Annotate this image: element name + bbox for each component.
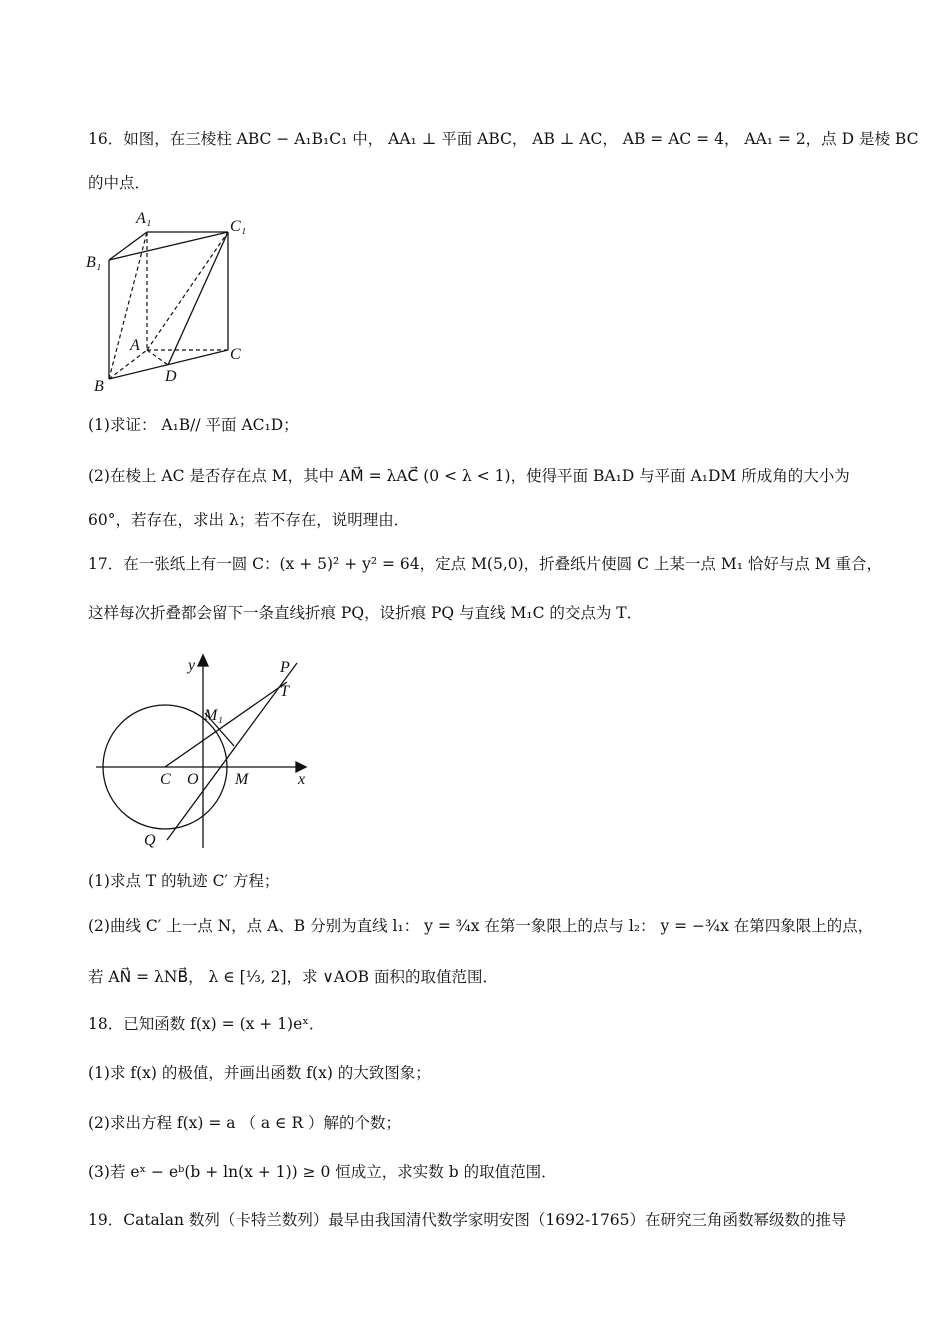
label-C: C [230,346,241,363]
p16-question2-line2: 60°，若存在，求出 λ；若不存在，说明理由． [88,511,410,529]
label-y: y [188,657,196,674]
p18-question1: (1)求 f(x) 的极值，并画出函数 f(x) 的大致图象； [88,1064,431,1082]
prism-figure [80,205,260,395]
circle-fold-figure [92,650,322,855]
label-M1: M₁ [204,707,223,724]
p17-stem-line1: 17．在一张纸上有一圆 C：(x + 5)² + y² = 64，定点 M(5,0)，折叠纸片使圆 C 上某一点 M₁ 恰好与点 M 重合， [88,555,883,573]
label-Q: Q [144,832,156,849]
label-C: C [160,771,171,788]
p16-stem-line1: 16．如图，在三棱柱 ABC − A₁B₁C₁ 中， AA₁ ⊥ 平面 ABC， AB ⊥ AC， AB = AC = 4， AA₁ = 2，点 D 是棱 BC [88,130,919,148]
p16-question1: (1)求证： A₁B// 平面 AC₁D； [88,416,299,434]
label-B: B [94,378,104,395]
label-C1: C₁ [230,218,247,235]
p17-question2-line2: 若 AN⃗ = λNB⃗， λ ∈ [⅓, 2]，求 ∨AOB 面积的取值范围． [88,968,498,986]
label-O: O [187,771,199,788]
label-M: M [235,771,249,788]
p16-stem-line2: 的中点． [88,174,151,192]
p19-stem: 19．Catalan 数列（卡特兰数列）最早由我国清代数学家明安图（1692-1765）在研究三角函数幂级数的推导 [88,1211,847,1229]
label-T: T [280,683,289,700]
label-A: A [130,337,140,354]
label-B1: B₁ [86,254,102,271]
label-D: D [165,368,177,385]
label-P: P [280,659,290,676]
p18-question2: (2)求出方程 f(x) = a （ a ∈ R ）解的个数； [88,1114,402,1132]
label-x: x [298,771,306,788]
p17-question2-line1: (2)曲线 C′ 上一点 N，点 A、B 分别为直线 l₁： y = ¾x 在第一象限上的点与 l₂： y = −¾x 在第四象限上的点， [88,917,874,935]
p16-question2-line1: (2)在棱上 AC 是否存在点 M，其中 AM⃗ = λAC⃗ (0 < λ < 1)，使得平面 BA₁D 与平面 A₁DM 所成角的大小为 [88,467,850,485]
p18-question3: (3)若 eˣ − eᵇ(b + ln(x + 1)) ≥ 0 恒成立，求实数 b 的取值范围． [88,1163,557,1181]
p18-stem: 18．已知函数 f(x) = (x + 1)eˣ． [88,1015,325,1033]
p17-stem-line2: 这样每次折叠都会留下一条直线折痕 PQ，设折痕 PQ 与直线 M₁C 的交点为 T． [88,604,643,622]
label-A1: A₁ [136,210,152,227]
p17-question1: (1)求点 T 的轨迹 C′ 方程； [88,872,280,890]
